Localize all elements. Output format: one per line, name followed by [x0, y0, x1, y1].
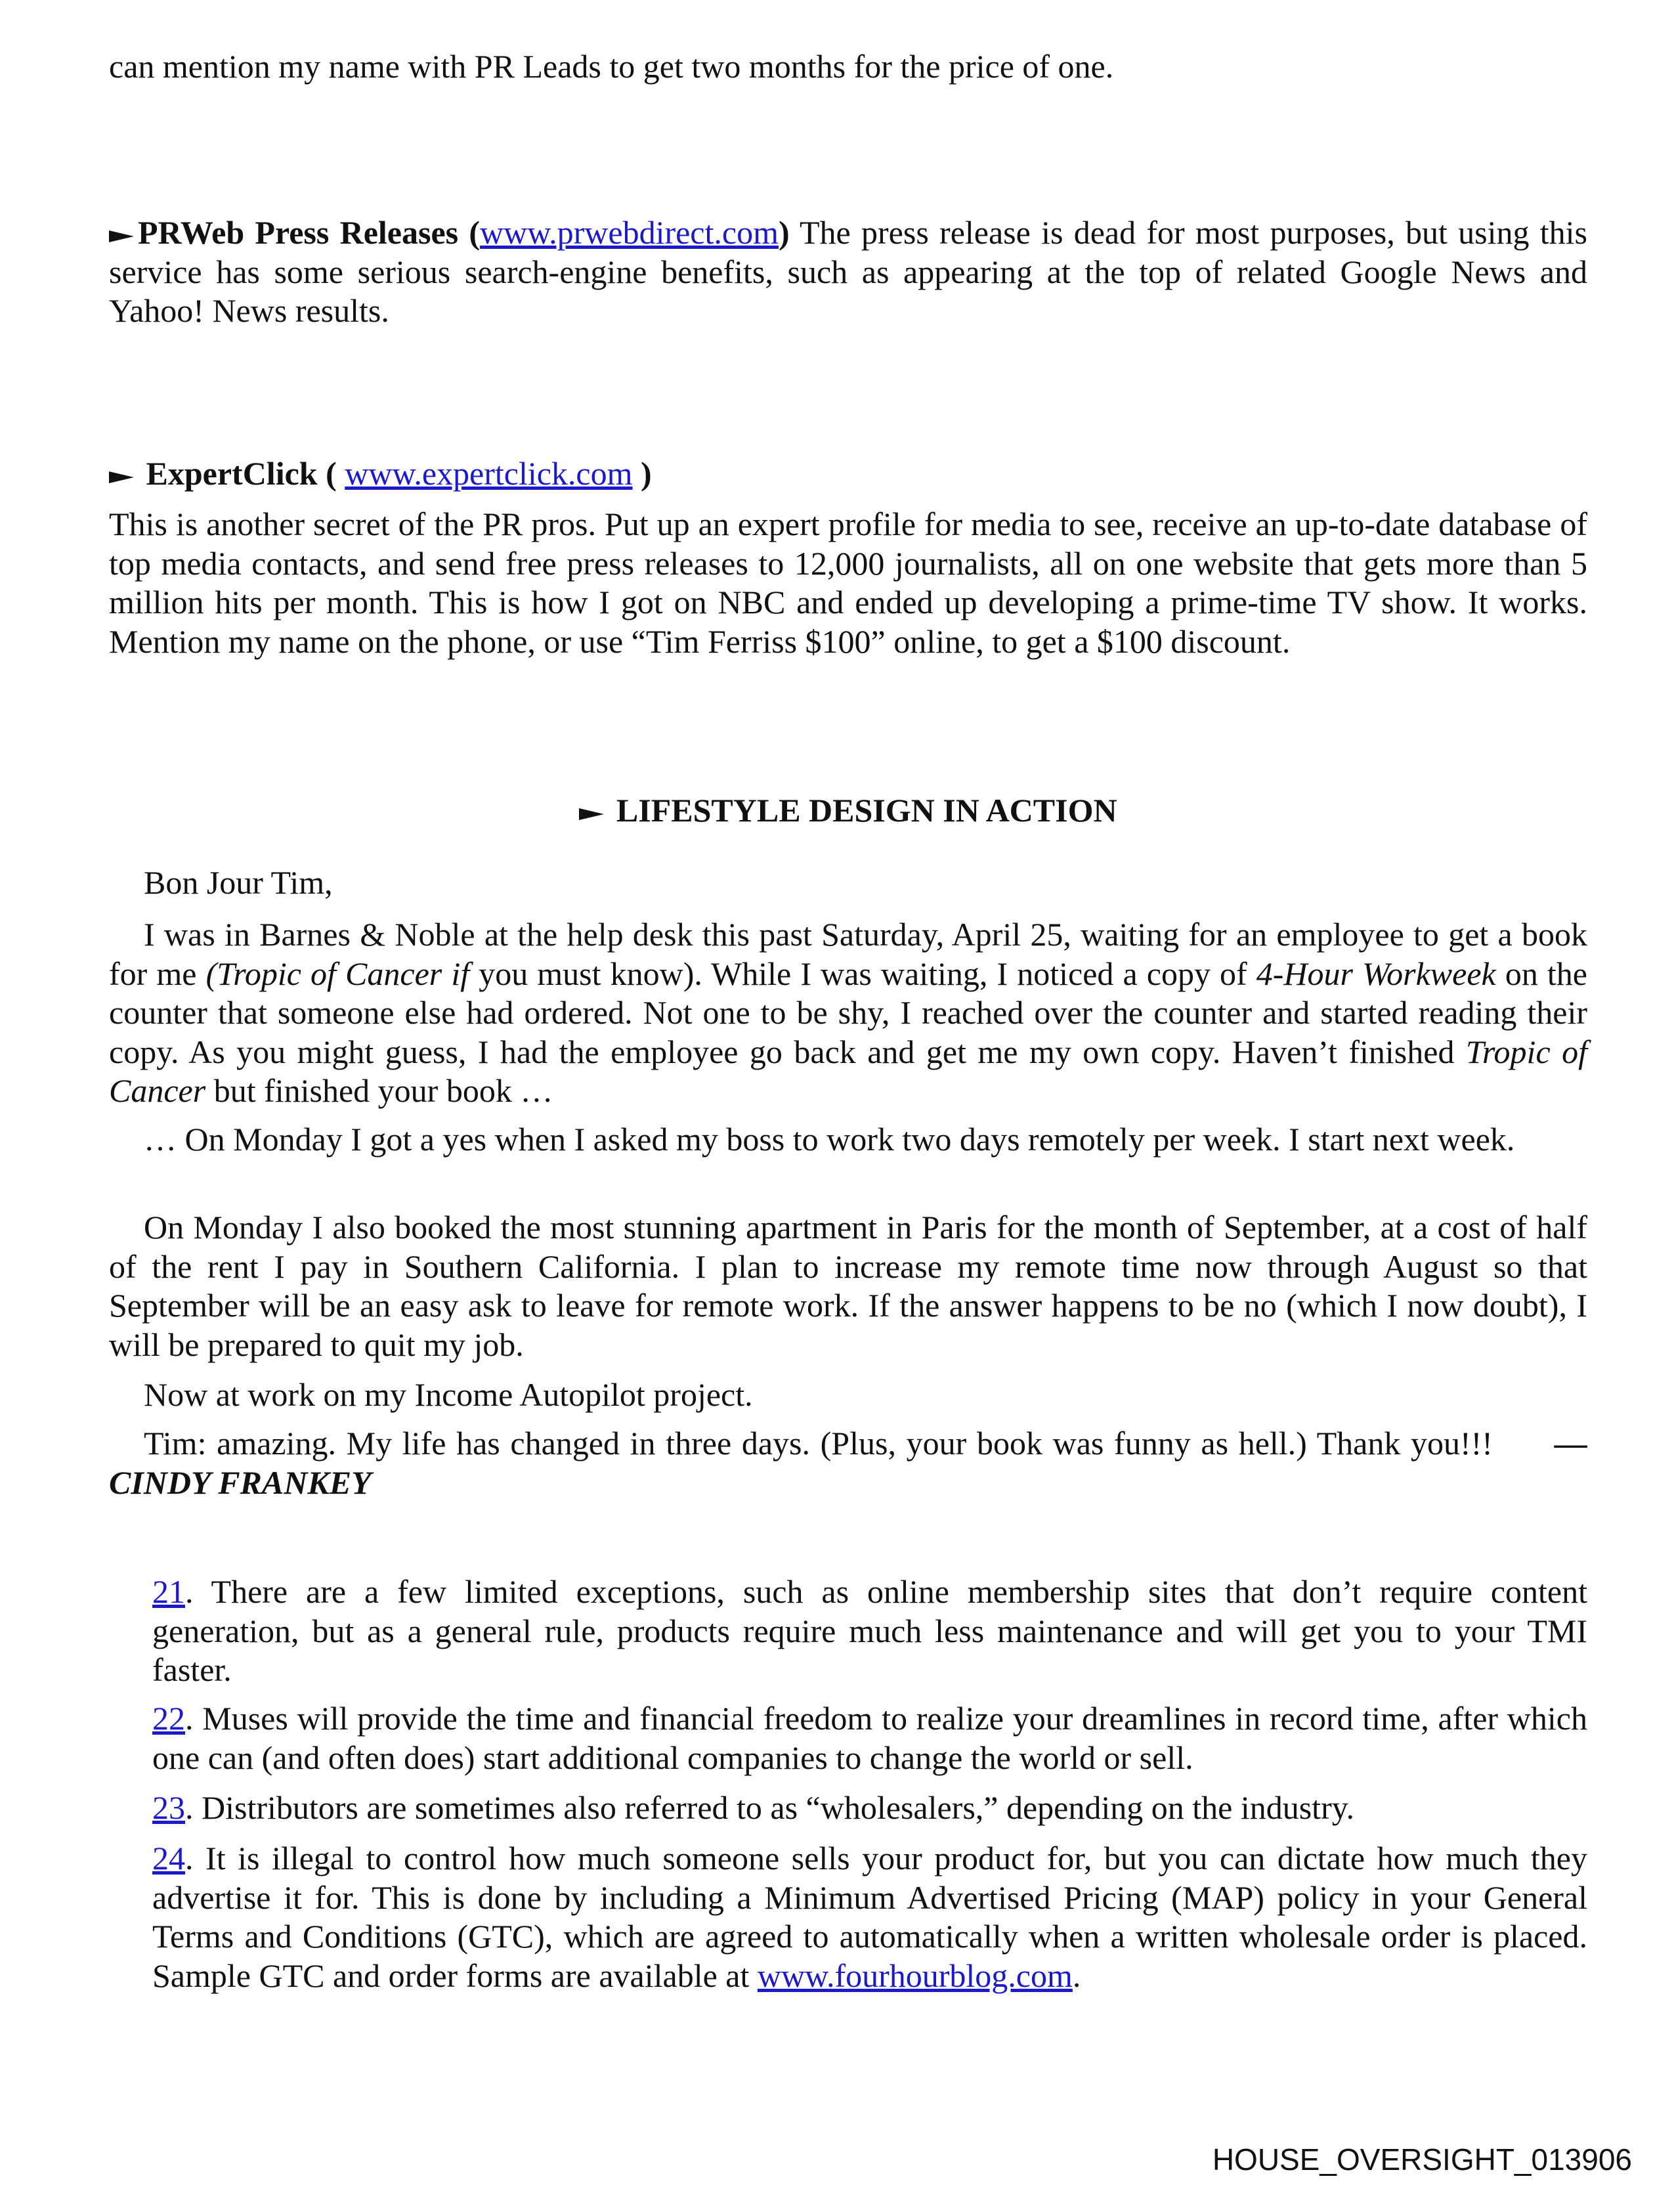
prweb-title: PRWeb Press Releases	[138, 214, 459, 251]
footnote-21: 21. There are a few limited exceptions, such as online membership sites that don’t require content generation, but as a general rule, products require much less maintenance and will get you to your TMI faster.	[152, 1573, 1587, 1688]
footnote-link[interactable]: 22	[152, 1700, 185, 1737]
letter-signature: —CINDY FRANKEY	[109, 1425, 1588, 1501]
letter-paragraph-5: Tim: amazing. My life has changed in three days. (Plus, your book was funny as hell.) Thank you!!! —CINDY FRANKEY	[109, 1425, 1588, 1501]
footnote-link[interactable]: 24	[152, 1840, 185, 1876]
footnote-23: 23. Distributors are sometimes also referred to as “wholesalers,” depending on the industry.	[152, 1789, 1354, 1826]
intro-line: can mention my name with PR Leads to get two months for the price of one.	[109, 48, 1114, 85]
arrow-bullet-icon	[109, 230, 134, 242]
fourhourblog-link[interactable]: www.fourhourblog.com	[757, 1957, 1073, 1994]
lifestyle-heading: LIFESTYLE DESIGN IN ACTION	[109, 791, 1587, 831]
footnote-22: 22. Muses will provide the time and financial freedom to realize your dreamlines in record time, after which one can (and often does) start additional companies to change the world or sell.	[152, 1700, 1587, 1776]
expertclick-heading: ExpertClick ( www.expertclick.com )	[109, 454, 1587, 494]
letter-greeting: Bon Jour Tim,	[144, 864, 333, 901]
letter-paragraph-1: I was in Barnes & Noble at the help desk this past Saturday, April 25, waiting for an employee to get a book for me (Tropic of Cancer if you must know). While I was waiting, I noticed a copy of 4-Hour Workweek on the counter that someone else had ordered. Not one to be shy, I reached over the counter and started reading their copy. As you might guess, I had the employee go back and get me my own copy. Haven’t finished Tropic of Cancer but finished your book …	[109, 916, 1587, 1109]
footnote-24: 24. It is illegal to control how much someone sells your product for, but you can dictate how much they advertise it for. This is done by including a Minimum Advertised Pricing (MAP) policy in your General Terms and Conditions (GTC), which are agreed to automatically when a written wholesale order is placed. Sample GTC and order forms are available at www.fourhourblog.com.	[152, 1840, 1587, 1994]
arrow-bullet-icon	[579, 808, 604, 820]
letter-paragraph-2: … On Monday I got a yes when I asked my boss to work two days remotely per week. I start next week.	[144, 1121, 1515, 1158]
letter-paragraph-3: On Monday I also booked the most stunning apartment in Paris for the month of September, at a cost of half of the rent I pay in Southern California. I plan to increase my remote time now through August so that September will be an easy ask to leave for remote work. If the answer happens to be no (which I now doubt), I will be prepared to quit my job.	[109, 1209, 1587, 1363]
document-id-footer: HOUSE_OVERSIGHT_013906	[1212, 2142, 1632, 2177]
expertclick-title: ExpertClick	[146, 455, 318, 492]
expertclick-link[interactable]: www.expertclick.com	[345, 455, 633, 492]
expertclick-text: This is another secret of the PR pros. Put up an expert profile for media to see, receive an up-to-date database of top media contacts, and send free press releases to 12,000 journalists, all on one website that gets more than 5 million hits per month. This is how I got on NBC and ended up developing a prime-time TV show. It works. Mention my name on the phone, or use “Tim Ferriss $100” online, to get a $100 discount.	[109, 506, 1587, 660]
letter-paragraph-4: Now at work on my Income Autopilot project.	[144, 1376, 753, 1413]
prweb-text: The press release is dead for most purposes, but using this service has some serious search-engine benefits, such as appearing at the top of related Google News and Yahoo! News results.	[109, 214, 1587, 329]
prweb-link[interactable]: www.prwebdirect.com	[480, 214, 779, 251]
footnote-link[interactable]: 21	[152, 1573, 185, 1610]
prweb-entry: PRWeb Press Releases (www.prwebdirect.com) The press release is dead for most purposes, but using this service has some serious search-engine benefits, such as appearing at the top of related Google News and Yahoo! News results.	[109, 214, 1587, 329]
arrow-bullet-icon	[109, 471, 134, 483]
footnote-link[interactable]: 23	[152, 1789, 185, 1826]
